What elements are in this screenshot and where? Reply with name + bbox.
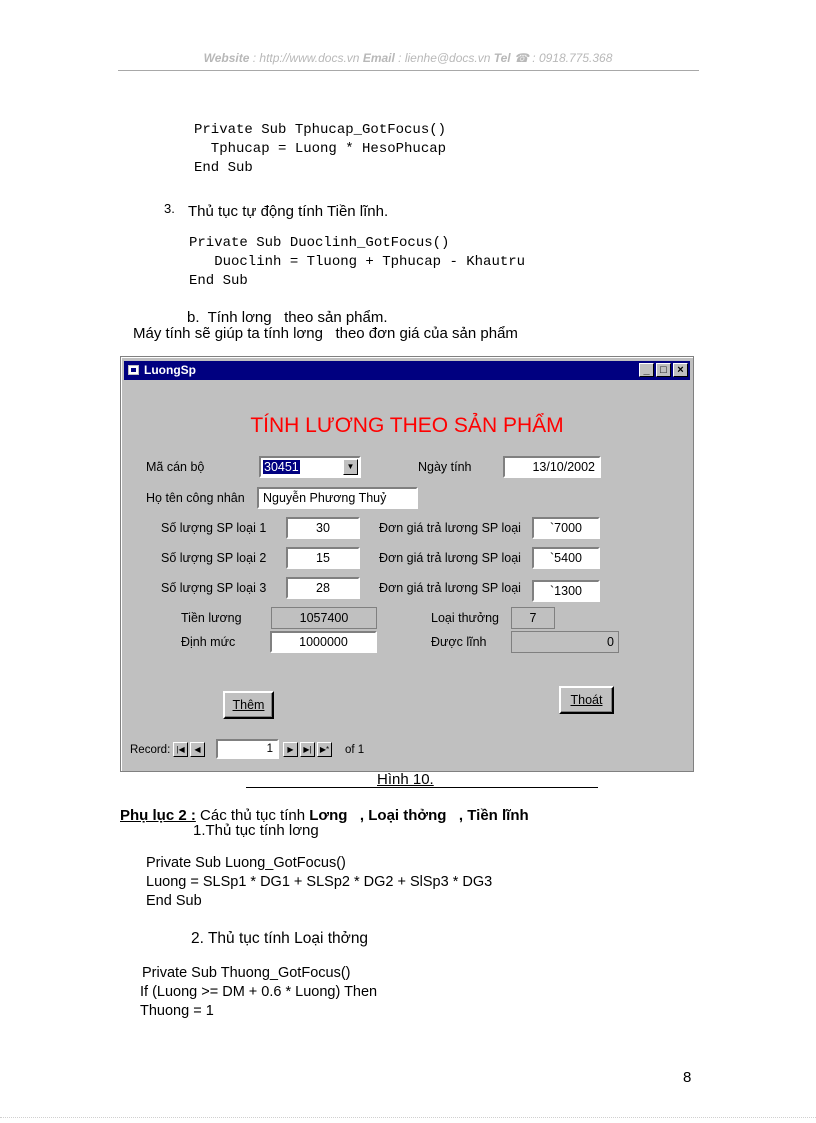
ho-ten-label: Họ tên công nhân [146, 491, 245, 505]
code-line: Duoclinh = Tluong + Tphucap - Khautru [189, 254, 526, 270]
dg2-label: Đơn giá trả lương SP loại [379, 551, 521, 565]
figure-caption: Hình 10. [377, 771, 434, 788]
dinh-muc-field[interactable]: 1000000 [270, 631, 377, 653]
next-record-icon[interactable]: ▶ [283, 742, 298, 757]
code-line: If (Luong >= DM + 0.6 * Luong) Then [140, 984, 378, 1000]
section-3-number: 3. [164, 201, 175, 216]
appendix-text: Các thủ tục tính [200, 807, 306, 824]
ma-can-bo-combo[interactable] [259, 456, 361, 478]
new-record-icon[interactable]: ▶* [317, 742, 332, 757]
form-icon [128, 365, 139, 375]
code-block-tphucap [194, 121, 446, 178]
appendix-label: Phụ lục 2 : [120, 807, 196, 824]
code-line: Luong = SLSp1 * DG1 + SLSp2 * DG2 + SlSp3 * DG3 [146, 874, 493, 890]
appendix-bold-1: Lơng [309, 807, 348, 824]
luongsp-window [120, 356, 694, 772]
appendix-heading [120, 807, 529, 824]
code-block-duoclinh [189, 234, 525, 291]
code-block-thuong [140, 964, 377, 1021]
sl2-label: Số lượng SP loại 2 [161, 551, 267, 565]
record-label: Record: [130, 744, 171, 756]
record-of-label: of 1 [345, 744, 365, 756]
duoc-linh-label: Được lĩnh [431, 635, 487, 649]
sl1-label: Số lượng SP loại 1 [161, 521, 267, 535]
website-label: Website [203, 51, 250, 65]
dg3-label: Đơn giá trả lương SP loại [379, 581, 521, 595]
ma-can-bo-value: 30451 [264, 460, 299, 474]
dg1-field[interactable]: `7000 [532, 517, 600, 539]
code-line: Thuong = 1 [140, 1003, 214, 1019]
phone-icon: ☎ [514, 51, 529, 65]
ngay-tinh-label: Ngày tính [418, 460, 472, 474]
dinh-muc-label: Định mức [181, 635, 236, 649]
email-label: Email [362, 51, 395, 65]
form-body [124, 383, 690, 743]
sl1-field[interactable]: 30 [286, 517, 360, 539]
code-line: End Sub [146, 893, 202, 909]
thoat-button[interactable] [559, 686, 614, 714]
record-navigator [124, 739, 690, 761]
window-title: LuongSp [144, 363, 196, 377]
section-b-heading: b. Tính lơng theo sản phẩm. [187, 309, 388, 326]
dg3-field[interactable]: `1300 [532, 580, 600, 602]
code-line: Private Sub Thuong_GotFocus() [142, 965, 351, 981]
footer-rule [0, 1117, 816, 1118]
loai-thuong-label: Loại thưởng [431, 611, 499, 625]
tel-value: : 0918.775.368 [532, 51, 613, 65]
them-label: Thêm [232, 698, 265, 712]
header-rule [118, 70, 699, 71]
chevron-down-icon[interactable]: ▼ [343, 459, 358, 475]
dg2-field[interactable]: `5400 [532, 547, 600, 569]
appendix-bold-3: , Tiền lĩnh [458, 807, 529, 824]
maximize-button[interactable]: □ [656, 363, 671, 377]
page-header [0, 51, 816, 65]
ngay-tinh-field[interactable]: 13/10/2002 [503, 456, 601, 478]
code-block-luong [146, 854, 492, 911]
sl3-label: Số lượng SP loại 3 [161, 581, 267, 595]
tel-label: Tel [493, 51, 511, 65]
last-record-icon[interactable]: ▶| [300, 742, 315, 757]
dg1-label: Đơn giá trả lương SP loại [379, 521, 521, 535]
code-line: End Sub [194, 160, 253, 176]
tien-luong-field: 1057400 [271, 607, 377, 629]
loai-thuong-field: 7 [511, 607, 555, 629]
code-line: Private Sub Duoclinh_GotFocus() [189, 235, 450, 251]
sl2-field[interactable]: 15 [286, 547, 360, 569]
ho-ten-field[interactable]: Nguyễn Phương Thuỷ [257, 487, 418, 509]
email-value: : lienhe@docs.vn [398, 51, 491, 65]
page-number: 8 [683, 1069, 692, 1086]
code-line: Private Sub Luong_GotFocus() [146, 855, 346, 871]
section-3-text: Thủ tục tự động tính Tiền lĩnh. [188, 203, 389, 220]
code-line: Tphucap = Luong * HesoPhucap [194, 141, 447, 157]
section-b-description: Máy tính sẽ giúp ta tính lơng theo đơn giá của sản phẩm [133, 325, 518, 342]
code-line: Private Sub Tphucap_GotFocus() [194, 122, 447, 138]
thoat-label: Thoát [570, 693, 603, 707]
close-button[interactable]: × [673, 363, 688, 377]
appendix-bold-2: , Loại thởng [359, 807, 447, 824]
sl3-field[interactable]: 28 [286, 577, 360, 599]
website-value: : http://www.docs.vn [252, 51, 360, 65]
form-title: TÍNH LƯƠNG THEO SẢN PHẨM [250, 414, 564, 437]
minimize-button[interactable]: _ [639, 363, 654, 377]
window-titlebar [124, 361, 690, 380]
them-button[interactable] [223, 691, 274, 719]
code-line: End Sub [189, 273, 248, 289]
duoc-linh-field: 0 [511, 631, 619, 653]
record-number-field[interactable]: 1 [216, 739, 279, 759]
appendix-item-1: 1.Thủ tục tính lơng [193, 822, 319, 839]
first-record-icon[interactable]: |◀ [173, 742, 188, 757]
appendix-item-2: 2. Thủ tục tính Loại thởng [191, 930, 369, 947]
ma-can-bo-label: Mã cán bộ [146, 460, 205, 474]
prev-record-icon[interactable]: ◀ [190, 742, 205, 757]
tien-luong-label: Tiền lương [181, 611, 242, 625]
